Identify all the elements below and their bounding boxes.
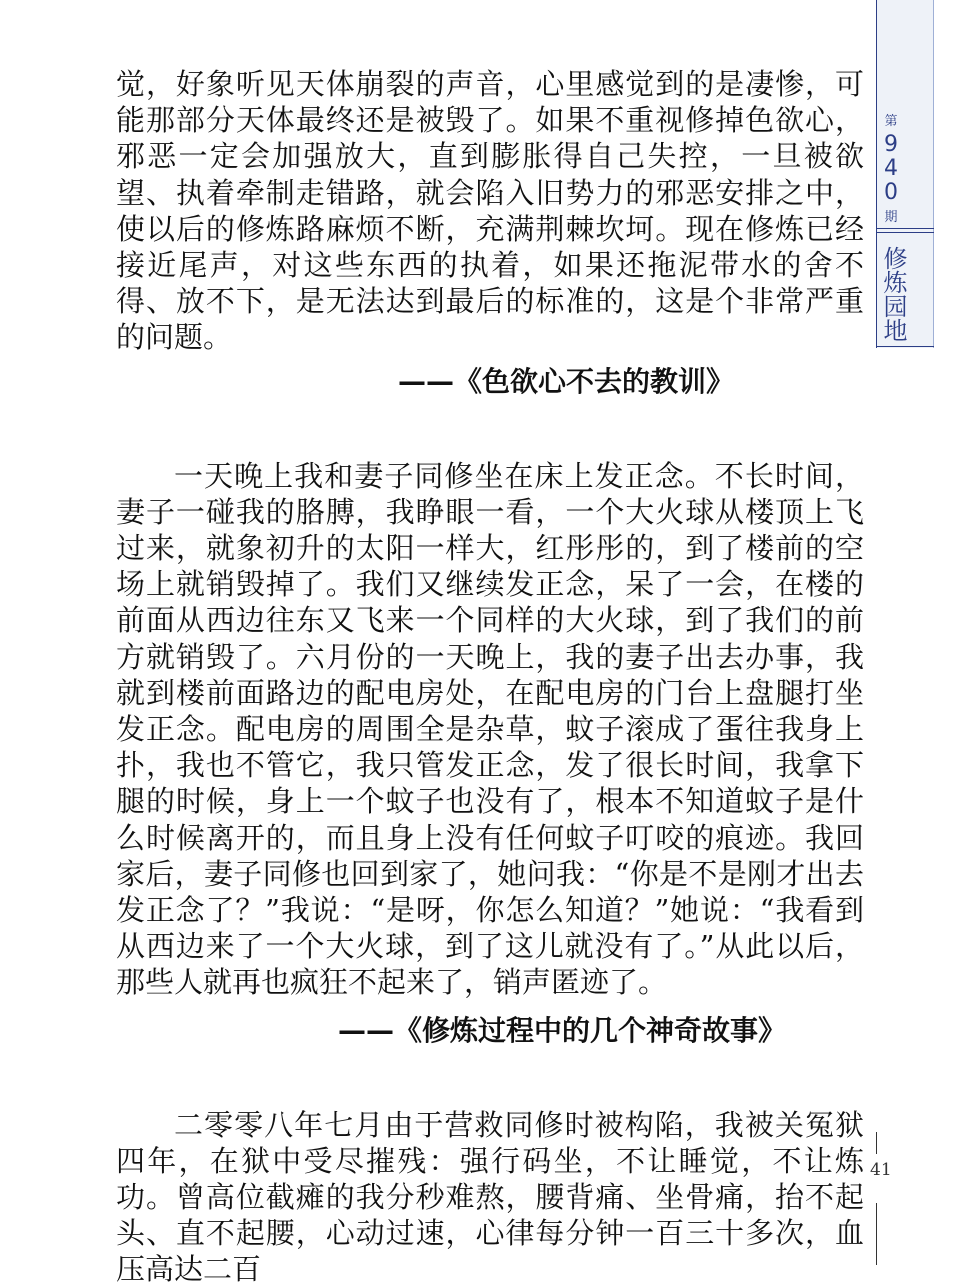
column-title: 修炼园地 (879, 246, 907, 342)
sidebar-divider (876, 228, 934, 229)
sidebar-divider (876, 346, 934, 347)
issue-suffix: 期 (884, 210, 898, 225)
issue-digit: 0 (884, 180, 898, 205)
sidebar-divider (876, 232, 934, 233)
page-rule (876, 1203, 877, 1265)
issue-digit: 9 (884, 132, 898, 157)
source-citation: ——《色欲心不去的教训》 (398, 364, 735, 398)
paragraph-gap (116, 1049, 864, 1107)
issue-digit: 4 (884, 156, 898, 181)
sidebar-rule (933, 0, 934, 348)
page-number: 41 (870, 1160, 892, 1180)
page-rule (876, 1132, 877, 1154)
issue-prefix: 第 (884, 114, 898, 129)
article-paragraph: 觉，好象听见天体崩裂的声音，心里感觉到的是凄惨，可能那部分天体最终还是被毁了。如果不重视修掉色欲心，邪恶一定会加强放大，直到膨胀得自己失控，一旦被欲望、执着牵制走错路，就会陷入旧势力的邪恶安排之中，使以后的修炼路麻烦不断，充满荆棘坎坷。现在修炼已经接近尾声，对这些东西的执着，如果还拖泥带水的舍不得、放不下，是无法达到最后的标准的，这是个非常严重的问题。 (116, 67, 864, 355)
article-paragraph: 二零零八年七月由于营救同修时被构陷，我被关冤狱四年，在狱中受尽摧残：强行码坐，不让睡觉，不让炼功。曾高位截瘫的我分秒难熬，腰背痛、坐骨痛，抬不起头、直不起腰，心动过速，心律每分钟一百三十多次，血压高达二百 (116, 1107, 864, 1287)
article-paragraph: 一天晚上我和妻子同修坐在床上发正念。不长时间，妻子一碰我的胳膊，我睁眼一看，一个大火球从楼顶上飞过来，就象初升的太阳一样大，红彤彤的，到了楼前的空场上就销毁掉了。我们又继续发正念，呆了一会，在楼的前面从西边往东又飞来一个同样的大火球，到了我们的前方就销毁了。六月份的一天晚上，我的妻子出去办事，我就到楼前面路边的配电房处，在配电房的门台上盘腿打坐发正念。配电房的周围全是杂草，蚊子滚成了蛋往我身上扑，我也不管它，我只管发正念，发了很长时间，我拿下腿的时候，身上一个蚊子也没有了，根本不知道蚊子是什么时候离开的，而且身上没有任何蚊子叮咬的痕迹。我回家后，妻子同修也回到家了，她问我：“你是不是刚才出去发正念了？”我说：“是呀，你怎么知道？”她说：“我看到从西边来了一个大火球，到了这儿就没有了。”从此以后，那些人就再也疯狂不起来了，销声匿迹了。 (116, 458, 864, 1000)
paragraph-gap (116, 400, 864, 458)
article-body (116, 66, 864, 1288)
source-citation: ——《修炼过程中的几个神奇故事》 (338, 1013, 787, 1047)
